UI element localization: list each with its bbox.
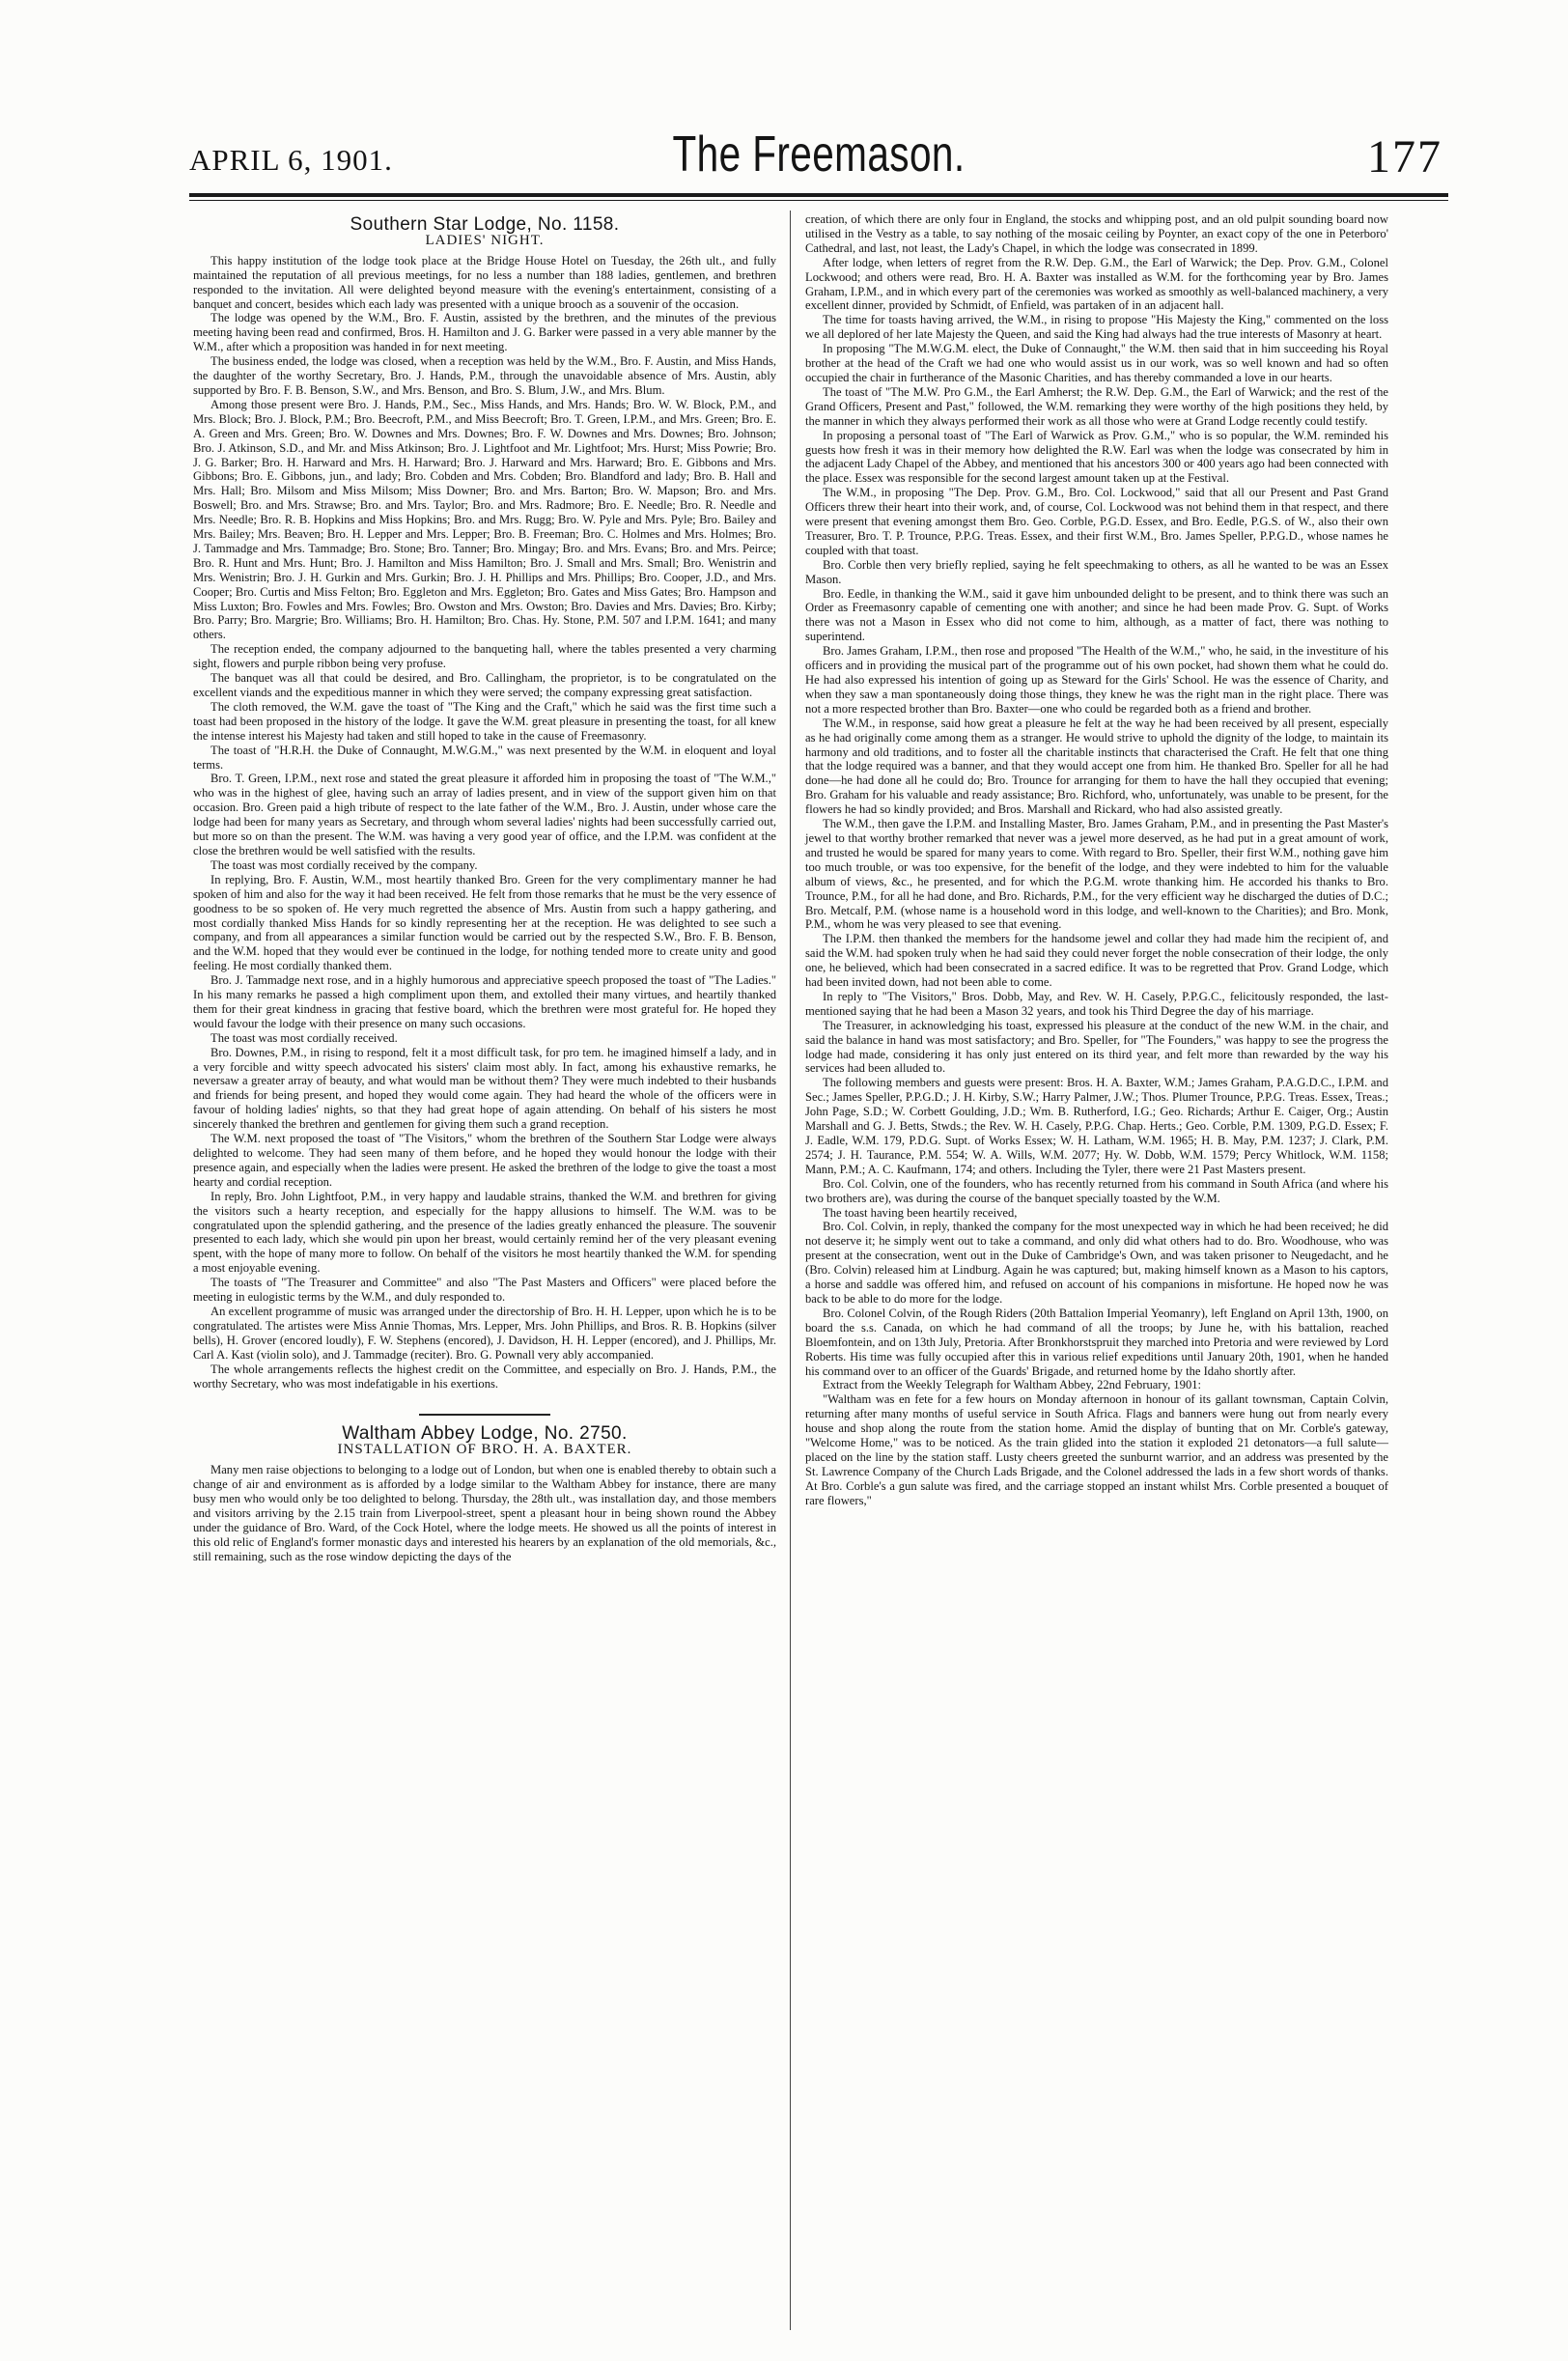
page-number: 177 [1367, 131, 1442, 183]
article-title-southern-star: Southern Star Lodge, No. 1158. [350, 214, 620, 235]
paragraph: Bro. Corble then very briefly replied, saying he felt speechmaking to others, as all he wanted to be was an Essex Mason. [805, 557, 1388, 586]
paragraph: "Waltham was en fete for a few hours on Monday afternoon in honour of its gallant townsman, Captain Colvin, returning after many months of useful service in South Africa. Flags and banners were hung out from nearly every house and shop along the route from the station home. Amid the display of bunting that on Mr. Corble's gateway, "Welcome Home," was to be noticed. As the train glided into the station it exploded 21 detonators—a full salute—placed on the line by the station staff. Lusty cheers greeted the sunburnt warrior, and an address was presented by the St. Lawrence Company of the Church Lads Brigade, and the Colonel addressed the lads in a few short words of thanks. At Bro. Corble's a gun salute was fired, and the carriage stopped an instant whilst Mrs. Corble presented a bouquet of rare flowers," [805, 1392, 1388, 1507]
paragraph: creation, of which there are only four in England, the stocks and whipping post, and an old pulpit sounding board now utilised in the Vestry as a table, to say nothing of the mosaic ceiling by Poynter, an exact copy of the one in Peterboro' Cathedral, and last, not least, the Lady's Chapel, in which the lodge was consecrated in 1899. [805, 212, 1388, 255]
paragraph: This happy institution of the lodge took place at the Bridge House Hotel on Tuesday, the 26th ult., and fully maintained the reputation of all previous meetings, for no less a number than 188 ladies, gentlemen, and brethren responded to the invitation. All were delighted beyond measure with the evening's entertainment, consisting of a banquet and concert, besides which each lady was presented with a unique brooch as a souvenir of the occasion. [193, 253, 776, 311]
paragraph: An excellent programme of music was arranged under the directorship of Bro. H. H. Lepper, upon which he is to be congratulated. The artistes were Miss Annie Thomas, Mrs. Lepper, Mrs. John Phillips, and Bros. R. B. Hopkins (silver bells), H. Grover (encored loudly), F. W. Stephens (encored), J. Davidson, H. H. Lepper (encored), and J. Phillips, Mr. Carl A. Kast (violin solo), and J. Tammadge (reciter). Bro. G. Pownall very ably accompanied. [193, 1304, 776, 1362]
paragraph: Bro. T. Green, I.P.M., next rose and stated the great pleasure it afforded him in proposing the toast of "The W.M.," who was in the highest of glee, having such an array of ladies present, and in view of the support given him on that occasion. Bro. Green paid a high tribute of respect to the late father of the W.M., Bro. J. Austin, under whose care the lodge had been for many years as Secretary, and through whom several ladies' nights had been successfully carried out, but more so on than the present. The W.M. was having a very good year of office, and the I.P.M. was confident at the close the brethren would be well satisfied with the results. [193, 772, 776, 857]
paragraph: The toast was most cordially received by the company. [210, 857, 478, 872]
paragraph: The W.M., then gave the I.P.M. and Installing Master, Bro. James Graham, P.M., and in presenting the Past Master's jewel to that worthy brother remarked that never was a jewel more deserved, as he had put in a great amount of work, and trusted he would be spared for many years to come. With regard to Bro. Speller, their first W.M., nothing gave him too much trouble, or was too expensive, for the benefit of the lodge, and they were indebted to him for the valuable album of views, &c., he presented, and for which the P.G.M. wrote thanking him. He accorded his thanks to Bro. Trounce, P.M., for all he had done, and Bro. Richards, P.M., for the very efficient way he discharged the duties of D.C.; Bro. Metcalf, P.M. (whose name is a household word in this lodge, and well-known to the Charities); and Bro. Monk, P.M., whom he was very pleased to see that evening. [805, 817, 1388, 932]
paragraph: The W.M., in response, said how great a pleasure he felt at the way he had been received by all present, especially as he had originally come among them as a stranger. He would strive to uphold the dignity of the lodge, to maintain its harmony and old traditions, and to foster all the charitable instincts that characterised the Craft. He felt that one thing that the lodge required was a banner, and that they would accept one from him. He thanked Bro. Speller for all he had done—he had done all he could do; Bro. Trounce for arranging for them to have the hall they occupied that evening; Bro. Graham for his valuable and ready assistance; Bro. Richford, who, unfortunately, was unable to be present, for the flowers he had so kindly provided; and Bros. Marshall and Rickard, who had also assisted greatly. [805, 716, 1388, 817]
paragraph: In proposing "The M.W.G.M. elect, the Duke of Connaught," the W.M. then said that in him succeeding his Royal brother at the head of the Craft we had one who would assist us in our work, was so well known and had so often occupied the chair in furtherance of the Masonic Charities, and has thereby commanded a love in our hearts. [805, 342, 1388, 384]
paragraph: The banquet was all that could be desired, and Bro. Callingham, the proprietor, is to be congratulated on the excellent viands and the expeditious manner in which they were served; the company expressing great satisfaction. [193, 671, 776, 699]
paragraph: After lodge, when letters of regret from the R.W. Dep. G.M., the Earl of Warwick; the Dep. Prov. G.M., Colonel Lockwood; and others were read, Bro. H. A. Baxter was installed as W.M. for the forthcoming year by Bro. James Graham, I.P.M., and in which every part of the ceremonies was worked as smoothly as well-balanced machinery, a very excellent dinner, provided by Schmidt, of Enfield, was partaken of in an adjacent hall. [805, 255, 1388, 313]
paragraph: Many men raise objections to belonging to a lodge out of London, but when one is enabled thereby to obtain such a change of air and environment as is afforded by a lodge similar to the Waltham Abbey for instance, there are many busy men who would only be too delighted to belong. Thursday, the 28th ult., was installation day, and those members and visitors arriving by the 2.15 train from Liverpool-street, spent a pleasant hour in being shown round the Abbey under the guidance of Bro. Ward, of the Cock Hotel, where the lodge meets. He showed us all the points of interest in this old relic of England's former monastic days and interested his hearers by an explanation of the old memorials, &c., still remaining, such as the rose window depicting the days of the [193, 1463, 776, 1563]
masthead-rule-thin [189, 200, 1448, 201]
paragraph: Bro. Col. Colvin, in reply, thanked the company for the most unexpected way in which he had been received; he did not deserve it; he simply went out to take a command, and only did what others had to do. Bro. Woodhouse, who was present at the consecration, went out in the Duke of Cambridge's Own, and was taken prisoner to Neugedacht, and he (Bro. Colvin) released him at Lindburg. Again he was captured; but, making himself known as a Mason to his captors, a horse and saddle was offered him, and refused on account of his companions in misfortune. He hoped now he was back to be able to do more for the lodge. [805, 1220, 1388, 1306]
article-body-southern-star [193, 254, 776, 1391]
paragraph: Bro. Colonel Colvin, of the Rough Riders (20th Battalion Imperial Yeomanry), left England on April 13th, 1900, on board the s.s. Canada, on which he had command of all the troops; by June he, with his battalion, reached Bloemfontein, and on 13th July, Pretoria. After Bronkhorstspruit they marched into Pretoria and were reviewed by Lord Roberts. His time was fully occupied after this in various relief expeditions until January 20th, 1901, when he handed his command over to an officer of the Guards' Brigade, and returned home by the Idaho shortly after. [805, 1306, 1388, 1378]
paragraph: Extract from the Weekly Telegraph for Waltham Abbey, 22nd February, 1901: [823, 1378, 1202, 1392]
article-title-waltham-abbey: Waltham Abbey Lodge, No. 2750. [342, 1423, 628, 1445]
paragraph: The toast was most cordially received. [210, 1030, 398, 1045]
paragraph: In reply to "The Visitors," Bros. Dobb, May, and Rev. W. H. Casely, P.P.G.C., felicitously responded, the last-mentioned saying that he had been a Mason 32 years, and took his Third Degree the day of his marriage. [805, 989, 1388, 1018]
paragraph: The toasts of "The Treasurer and Committee" and also "The Past Masters and Officers" were placed before the meeting in eulogistic terms by the W.M., and duly responded to. [193, 1276, 776, 1305]
paragraph: Bro. J. Tammadge next rose, and in a highly humorous and appreciative speech proposed the toast of "The Ladies." In his many remarks he passed a high compliment upon them, and extolled their many virtues, and heartily thanked them for their great kindness in gracing that festive board, which the brethren were most grateful for. He hoped they would favour the lodge with their presence on many such occasions. [193, 973, 776, 1030]
article-separator-rule [419, 1414, 550, 1416]
paragraph: The toast of "H.R.H. the Duke of Connaught, M.W.G.M.," was next presented by the W.M. in eloquent and loyal terms. [193, 743, 776, 772]
paragraph: The business ended, the lodge was closed, when a reception was held by the W.M., Bro. F. Austin, and Miss Hands, the daughter of the worthy Secretary, Bro. J. Hands, P.M., through the unavoidable absence of Mrs. Austin, ably supported by Bro. F. B. Benson, S.W., and Mrs. Benson, and Bro. S. Blum, J.W., and Mrs. Blum. [193, 354, 776, 397]
right-column [805, 212, 1388, 1508]
paragraph: The cloth removed, the W.M. gave the toast of "The King and the Craft," which he said was the first time such a toast had been proposed in the history of the lodge. It gave the W.M. great pleasure in presenting the toast, for all knew the intense interest his Majesty had taken and still hoped to take in the cause of Freemasonry. [193, 699, 776, 743]
paragraph: The toast having been heartily received, [823, 1205, 1018, 1220]
article-subtitle-ladies-night: LADIES' NIGHT. [425, 232, 545, 248]
article-body-waltham-abbey-continued [805, 212, 1388, 1508]
paragraph: The toast of "The M.W. Pro G.M., the Earl Amherst; the R.W. Dep. G.M., the Earl of Warwick; and the rest of the Grand Officers, Present and Past," followed, the W.M. remarking they were worthy of the high positions they held, by the manner in which they always performed their work as all those who were at Grand Lodge recently could testify. [805, 384, 1388, 428]
paragraph: The I.P.M. then thanked the members for the handsome jewel and collar they had made him the recipient of, and said the W.M. had spoken truly when he had said they could never forget the noble consecration of their lodge, the only one, he believed, which had been consecrated in a sacred edifice. It was to be regretted that Prov. Grand Lodge, which had been invited down, had not been able to come. [805, 932, 1388, 990]
masthead [189, 114, 1448, 191]
paragraph: The Treasurer, in acknowledging his toast, expressed his pleasure at the conduct of the new W.M. in the chair, and said the balance in hand was most satisfactory; and Bro. Speller, for "The Founders," was happy to see the progress the lodge had made, considering it has only just entered on its third year, and felt more than rewarded by the way his services had been alluded to. [805, 1018, 1388, 1076]
paragraph: Bro. James Graham, I.P.M., then rose and proposed "The Health of the W.M.," who, he said, in the investiture of his officers and in providing the musical part of the programme out of his own pocket, had shown them what he could do. He had also expressed his intention of going up as Steward for the Girls' School. He was the essence of Charity, and when they saw a man spontaneously doing those things, they knew he was the right man in the right place. There was not a more respected brother than Bro. Baxter—one who could be regarded both as a friend and brother. [805, 644, 1388, 716]
issue-date: APRIL 6, 1901. [189, 143, 393, 177]
article-subtitle-installation: INSTALLATION OF BRO. H. A. BAXTER. [337, 1442, 632, 1458]
paragraph: The W.M., in proposing "The Dep. Prov. G.M., Bro. Col. Lockwood," said that all our Present and Past Grand Officers threw their heart into their work, and, of course, Col. Lockwood was not behind them in that respect, and there were present that evening amongst them Bro. Geo. Corble, P.G.D. Essex, and Bro. Eedle, P.G.S. of W., also their own Treasurer, Bro. T. P. Trounce, P.P.G. Treas. Essex, and their first W.M., Bro. James Speller, P.P.G.D., whose names he coupled with that toast. [805, 486, 1388, 557]
paragraph: The lodge was opened by the W.M., Bro. F. Austin, assisted by the brethren, and the minutes of the previous meeting having been read and confirmed, Bros. H. Hamilton and J. G. Barker were passed in a very able manner by the W.M., after which a proposition was handed in for next meeting. [193, 311, 776, 354]
paragraph: The W.M. next proposed the toast of "The Visitors," whom the brethren of the Southern Star Lodge were always delighted to welcome. They had seen many of them before, and he hoped they would honour the lodge with their presence again, and especially when the ladies were present. He asked the brethren of the lodge to give the toast a most hearty and cordial reception. [193, 1132, 776, 1189]
paragraph: Bro. Col. Colvin, one of the founders, who has recently returned from his command in South Africa (and where his two brothers are), was during the course of the banquet specially toasted by the W.M. [805, 1176, 1388, 1205]
paragraph: In proposing a personal toast of "The Earl of Warwick as Prov. G.M.," who is so popular, the W.M. reminded his guests how fresh it was in their memory how delighted the R.W. Earl was when the lodge was consecrated by him in the adjacent Lady Chapel of the Abbey, and mentioned that his ancestors 300 or 400 years ago had been connected with the place. Essex was responsible for the second largest amount taken up at the Festival. [805, 428, 1388, 486]
paragraph: In reply, Bro. John Lightfoot, P.M., in very happy and laudable strains, thanked the W.M. and brethren for giving the visitors such a hearty reception, and especially for the happy allusions to himself. The W.M. was to be congratulated upon the splendid gathering, and the presence of the ladies greatly enhanced the pleasure. The souvenir presented to each lady, which she would pin upon her breast, would certainly remind her of the very pleasant evening spent, with the hope of many more to follow. On behalf of the visitors he most heartily thanked the W.M. for spending a most enjoyable evening. [193, 1189, 776, 1276]
paragraph: Among those present were Bro. J. Hands, P.M., Sec., Miss Hands, and Mrs. Hands; Bro. W. W. Block, P.M., and Mrs. Block; Bro. J. Block, P.M.; Bro. Beecroft, P.M., and Miss Beecroft; Bro. T. Green, I.P.M., and Mrs. Green; Bro. E. A. Green and Mrs. Green; Bro. W. Downes and Mrs. Downes; Bro. F. W. Downes and Mrs. Downes; Bro. Johnson; Bro. J. Atkinson, S.D., and Mr. and Miss Atkinson; Bro. J. Lightfoot and Mr. Lightfoot; Mrs. Hurst; Miss Powrie; Bro. J. G. Barker; Bro. H. Harward and Mrs. H. Harward; Bro. J. Harward and Mrs. Harward; Bro. E. Gibbons and Mrs. Gibbons; Bro. E. Gibbons, jun., and lady; Bro. Cobden and Mrs. Cobden; Bro. Blandford and lady; Bro. B. Hall and Mrs. Hall; Bro. Milsom and Miss Milsom; Miss Downer; Bro. and Mrs. Barton; Bro. W. Mapson; Bro. and Mrs. Boswell; Bro. and Mrs. Strawse; Bro. and Mrs. Taylor; Bro. and Mrs. Radmore; Bro. E. Needle; Bro. R. Needle and Mrs. Needle; Bro. R. B. Hopkins and Miss Hopkins; Bro. and Mrs. Rugg; Bro. W. Pyle and Mrs. Pyle; Bro. Bailey and Mrs. Bailey; Mrs. Beaven; Bro. H. Lepper and Mrs. Lepper; Bro. B. Freeman; Bro. C. Holmes and Mrs. Holmes; Bro. J. Tammadge and Mrs. Tammadge; Bro. Stone; Bro. Tanner; Bro. Mingay; Bro. and Mrs. Evans; Bro. and Mrs. Peirce; Bro. R. Hunt and Mrs. Hunt; Bro. J. Hamilton and Miss Hamilton; Bro. J. Small and Mrs. Small; Bro. Wenistrin and Mrs. Wenistrin; Bro. J. H. Gurkin and Mrs. Gurkin; Bro. J. H. Phillips and Mrs. Phillips; Bro. Cooper, J.D., and Mrs. Cooper; Bro. Curtis and Miss Felton; Bro. Eggleton and Mrs. Eggleton; Bro. Gates and Miss Gates; Bro. Hampson and Miss Luxton; Bro. Fowles and Mrs. Fowles; Bro. Owston and Mrs. Owston; Bro. Davies and Mrs. Davies; Bro. Kirby; Bro. Parry; Bro. Margrie; Bro. Williams; Bro. H. Hamilton; Bro. Chas. Hy. Stone, P.M. 507 and I.P.M. 1641; and many others. [193, 397, 776, 642]
paragraph: Bro. Downes, P.M., in rising to respond, felt it a most difficult task, for pro tem. he imagined himself a lady, and in a very forcible and witty speech advocated his sisters' claim most ably. In fact, among his exhaustive remarks, he neversaw a greater array of beauty, and what would man be without them? They were much indebted to their husbands and friends for being present, and hoped they would come again. They had heard the whole of the officers were in favour of holding ladies' nights, so that they had great hope of again attending. On behalf of his sisters he most sincerely thanked the brethren and gentlemen for giving them such a grand reception. [193, 1045, 776, 1132]
paragraph: In replying, Bro. F. Austin, W.M., most heartily thanked Bro. Green for the very complimentary manner he had spoken of him and also for the way it had been received. He felt from those remarks that he must be the very essence of goodness to be so spoken of. He very much regretted the absence of Mrs. Austin from such a happy gathering, and most cordially thanked Miss Hands for so kindly representing her at the reception. He was delighted to see such a company, and from all appearances a similar function would be carried out by the respected S.W., Bro. F. B. Benson, and the W.M. hoped that they would ever be continued in the lodge, for nothing tended more to create unity and good feeling. He most cordially thanked them. [193, 872, 776, 973]
paragraph: The whole arrangements reflects the highest credit on the Committee, and especially on Bro. J. Hands, P.M., the worthy Secretary, who was most indefatigable in his exertions. [193, 1362, 776, 1391]
paragraph: The reception ended, the company adjourned to the banqueting hall, where the tables presented a very charming sight, flowers and purple ribbon being very profuse. [193, 642, 776, 671]
left-column [193, 212, 776, 1564]
paragraph: The following members and guests were present: Bros. H. A. Baxter, W.M.; James Graham, P.A.G.D.C., I.P.M. and Sec.; James Speller, P.P.G.D.; J. H. Kirby, S.W.; Harry Palmer, J.W.; Thos. Plumer Trounce, P.P.G. Treas. Essex, Treas.; John Page, S.D.; W. Corbett Goulding, J.D.; Wm. B. Rutherford, I.G.; Geo. Richards; Arthur E. Caiger, Org.; Austin Marshall and G. J. Betts, Stwds.; the Rev. W. H. Casely, P.P.G. Chap. Herts.; Geo. Corble, P.M. 1309, P.G.D. Essex; F. J. Eadle, W.M. 179, P.D.G. Supt. of Works Essex; W. H. Latham, W.M. 1965; H. B. May, P.M. 1237; J. Clark, P.M. 2574; J. H. Taurance, P.M. 554; W. A. Wills, W.M. 2077; Hy. W. Dobb, W.M. 1579; Percy Whitlock, W.M. 1158; Mann, P.M.; A. C. Kaufmann, 174; and others. Including the Tyler, there were 21 Past Masters present. [805, 1076, 1388, 1176]
newspaper-title: The Freemason. [672, 126, 966, 183]
masthead-rule [189, 193, 1448, 197]
article-body-waltham-abbey-start [193, 1463, 776, 1563]
paragraph: Bro. Eedle, in thanking the W.M., said it gave him unbounded delight to be present, and to think there was such an Order as Freemasonry capable of cementing one with another; and since he had been made Prov. G. Supt. of Works there was not a Mason in Essex who did not come to him, although, as a matter of fact, there was nothing to superintend. [805, 586, 1388, 644]
paragraph: The time for toasts having arrived, the W.M., in rising to propose "His Majesty the King," commented on the loss we all deplored of her late Majesty the Queen, and said the King had always had the true interests of Masonry at heart. [805, 313, 1388, 342]
column-divider [790, 211, 791, 2330]
